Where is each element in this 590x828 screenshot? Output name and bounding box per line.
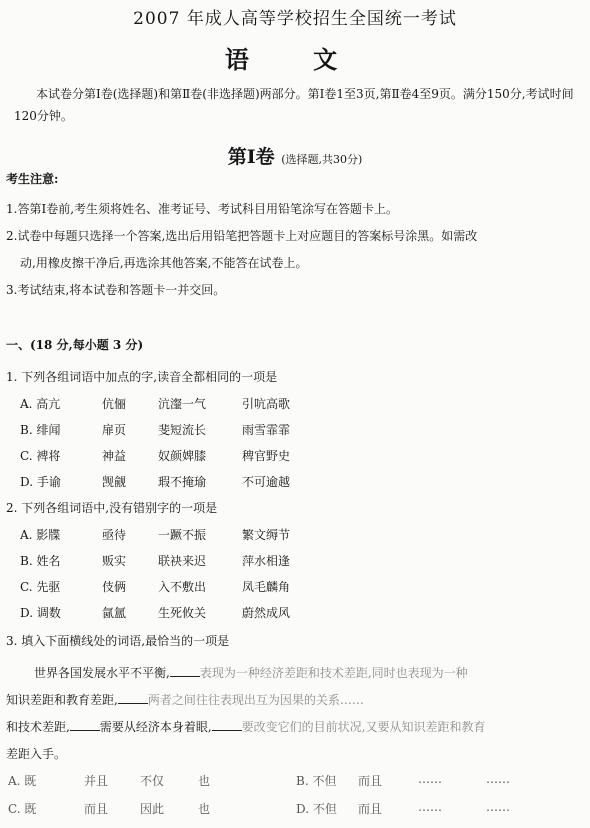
- option-word: 神益: [102, 449, 127, 463]
- note-item-1: 1.答第Ⅰ卷前,考生须将姓名、准考证号、考试科目用铅笔涂写在答题卡上。: [6, 202, 399, 216]
- option-label: D. 手谕: [20, 475, 61, 489]
- option-word: 贩实: [102, 554, 127, 568]
- exam-title: 2007 年成人高等学校招生全国统一考试: [133, 9, 457, 29]
- option-word: 并且: [84, 774, 109, 788]
- option-word: 凤毛麟角: [242, 580, 291, 594]
- passage-text: 要改变它们的目前状况,又要从知识差距和教育: [241, 720, 486, 734]
- question-1-stem: 1. 下列各组词语中加点的字,读音全都相同的一项是: [6, 370, 278, 384]
- option-word: 而且: [84, 802, 109, 816]
- option-word: 伎俩: [102, 580, 127, 594]
- option-label: B. 绯闻: [20, 423, 61, 437]
- blank-3: [70, 730, 100, 731]
- option-word: 入不敷出: [158, 580, 207, 594]
- option-word: 引吭高歌: [242, 397, 291, 411]
- intro-paragraph: 本试卷分第Ⅰ卷(选择题)和第Ⅱ卷(非选择题)两部分。第Ⅰ卷1至3页,第Ⅱ卷4至9页。满分150分,考试时间120分钟。: [14, 87, 574, 123]
- option-word: ……: [486, 772, 510, 786]
- option-label: C. 裨将: [20, 449, 61, 463]
- option-word: 雨雪霏霏: [242, 423, 291, 437]
- option-word: 也: [198, 802, 211, 816]
- option-word: 沆瀣一气: [158, 397, 207, 411]
- option-word: ……: [418, 772, 442, 786]
- note-item-3: 3.考试结束,将本试卷和答题卡一并交回。: [6, 283, 226, 297]
- option-word: ……: [418, 800, 442, 814]
- subject-title: 语 文: [224, 45, 366, 74]
- option-word: 因此: [140, 802, 165, 816]
- question-3-option-c: [8, 800, 288, 818]
- notes-heading: 考生注意:: [6, 172, 59, 186]
- passage-text: 表现为一种经济差距和技术差距,同时也表现为一种: [199, 666, 468, 680]
- notes-list: [6, 196, 580, 304]
- section-one-heading: 一、(18 分,每小题 3 分): [6, 338, 144, 352]
- question-3-option-b: [296, 772, 576, 790]
- option-word: ……: [486, 800, 510, 814]
- option-word: 一蹶不振: [158, 528, 207, 542]
- option-label: A. 高亢: [20, 397, 61, 411]
- option-label: B. 姓名: [20, 554, 61, 568]
- option-word: 伉俪: [102, 397, 127, 411]
- part-one-subtitle: (选择题,共30分): [281, 153, 363, 166]
- option-word: 扉页: [102, 423, 127, 437]
- passage-text: 差距入手。: [6, 747, 67, 761]
- option-word: 觊觎: [102, 475, 127, 489]
- blank-2: [118, 703, 148, 704]
- passage-text: 世界各国发展水平不平衡,: [34, 666, 170, 680]
- option-word: 蔚然成风: [242, 606, 291, 620]
- part-one-heading: [0, 142, 590, 169]
- passage-text: 需要从经济本身着眼,: [99, 720, 212, 734]
- option-label: C. 先驱: [20, 580, 61, 594]
- option-label: A. 影牒: [20, 528, 61, 542]
- option-word: 不仅: [140, 774, 165, 788]
- option-label: B. 不但: [296, 774, 337, 788]
- option-label: D. 不但: [296, 802, 337, 816]
- part-one-title: 第Ⅰ卷: [227, 146, 275, 168]
- option-word: 不可逾越: [242, 475, 291, 489]
- option-label: A. 既: [8, 774, 37, 788]
- option-word: 亟待: [102, 528, 127, 542]
- blank-4: [212, 730, 242, 731]
- question-3-passage: [6, 660, 584, 768]
- option-word: 而且: [358, 774, 383, 788]
- option-word: 繁文缛节: [242, 528, 291, 542]
- question-2-stem: 2. 下列各组词语中,没有错别字的一项是: [6, 501, 218, 515]
- passage-text: 和技术差距,: [6, 720, 70, 734]
- option-word: 联袂来迟: [158, 554, 207, 568]
- option-word: 斐短流长: [158, 423, 207, 437]
- option-word: 而且: [358, 802, 383, 816]
- option-word: 萍水相逢: [242, 554, 291, 568]
- option-word: 生死攸关: [158, 606, 207, 620]
- option-word: 稗官野史: [242, 449, 291, 463]
- note-item-2b: 动,用橡皮擦干净后,再选涂其他答案,不能答在试卷上。: [20, 256, 308, 270]
- question-3-option-d: [296, 800, 576, 818]
- option-word: 也: [198, 774, 211, 788]
- option-word: 奴颜婢膝: [158, 449, 207, 463]
- passage-text: 知识差距和教育差距,: [6, 693, 118, 707]
- blank-1: [170, 676, 200, 677]
- question-3-stem: 3. 填入下面横线处的词语,最恰当的一项是: [6, 634, 230, 648]
- option-label: C. 既: [8, 802, 37, 816]
- option-word: 氤氲: [102, 606, 127, 620]
- option-label: D. 调数: [20, 606, 61, 620]
- passage-text: 两者之间往往表现出互为因果的关系……: [147, 693, 364, 707]
- option-word: 瑕不掩瑜: [158, 475, 207, 489]
- note-item-2a: 2.试卷中每题只选择一个答案,选出后用铅笔把答题卡上对应题目的答案标号涂黑。如需改: [6, 229, 478, 243]
